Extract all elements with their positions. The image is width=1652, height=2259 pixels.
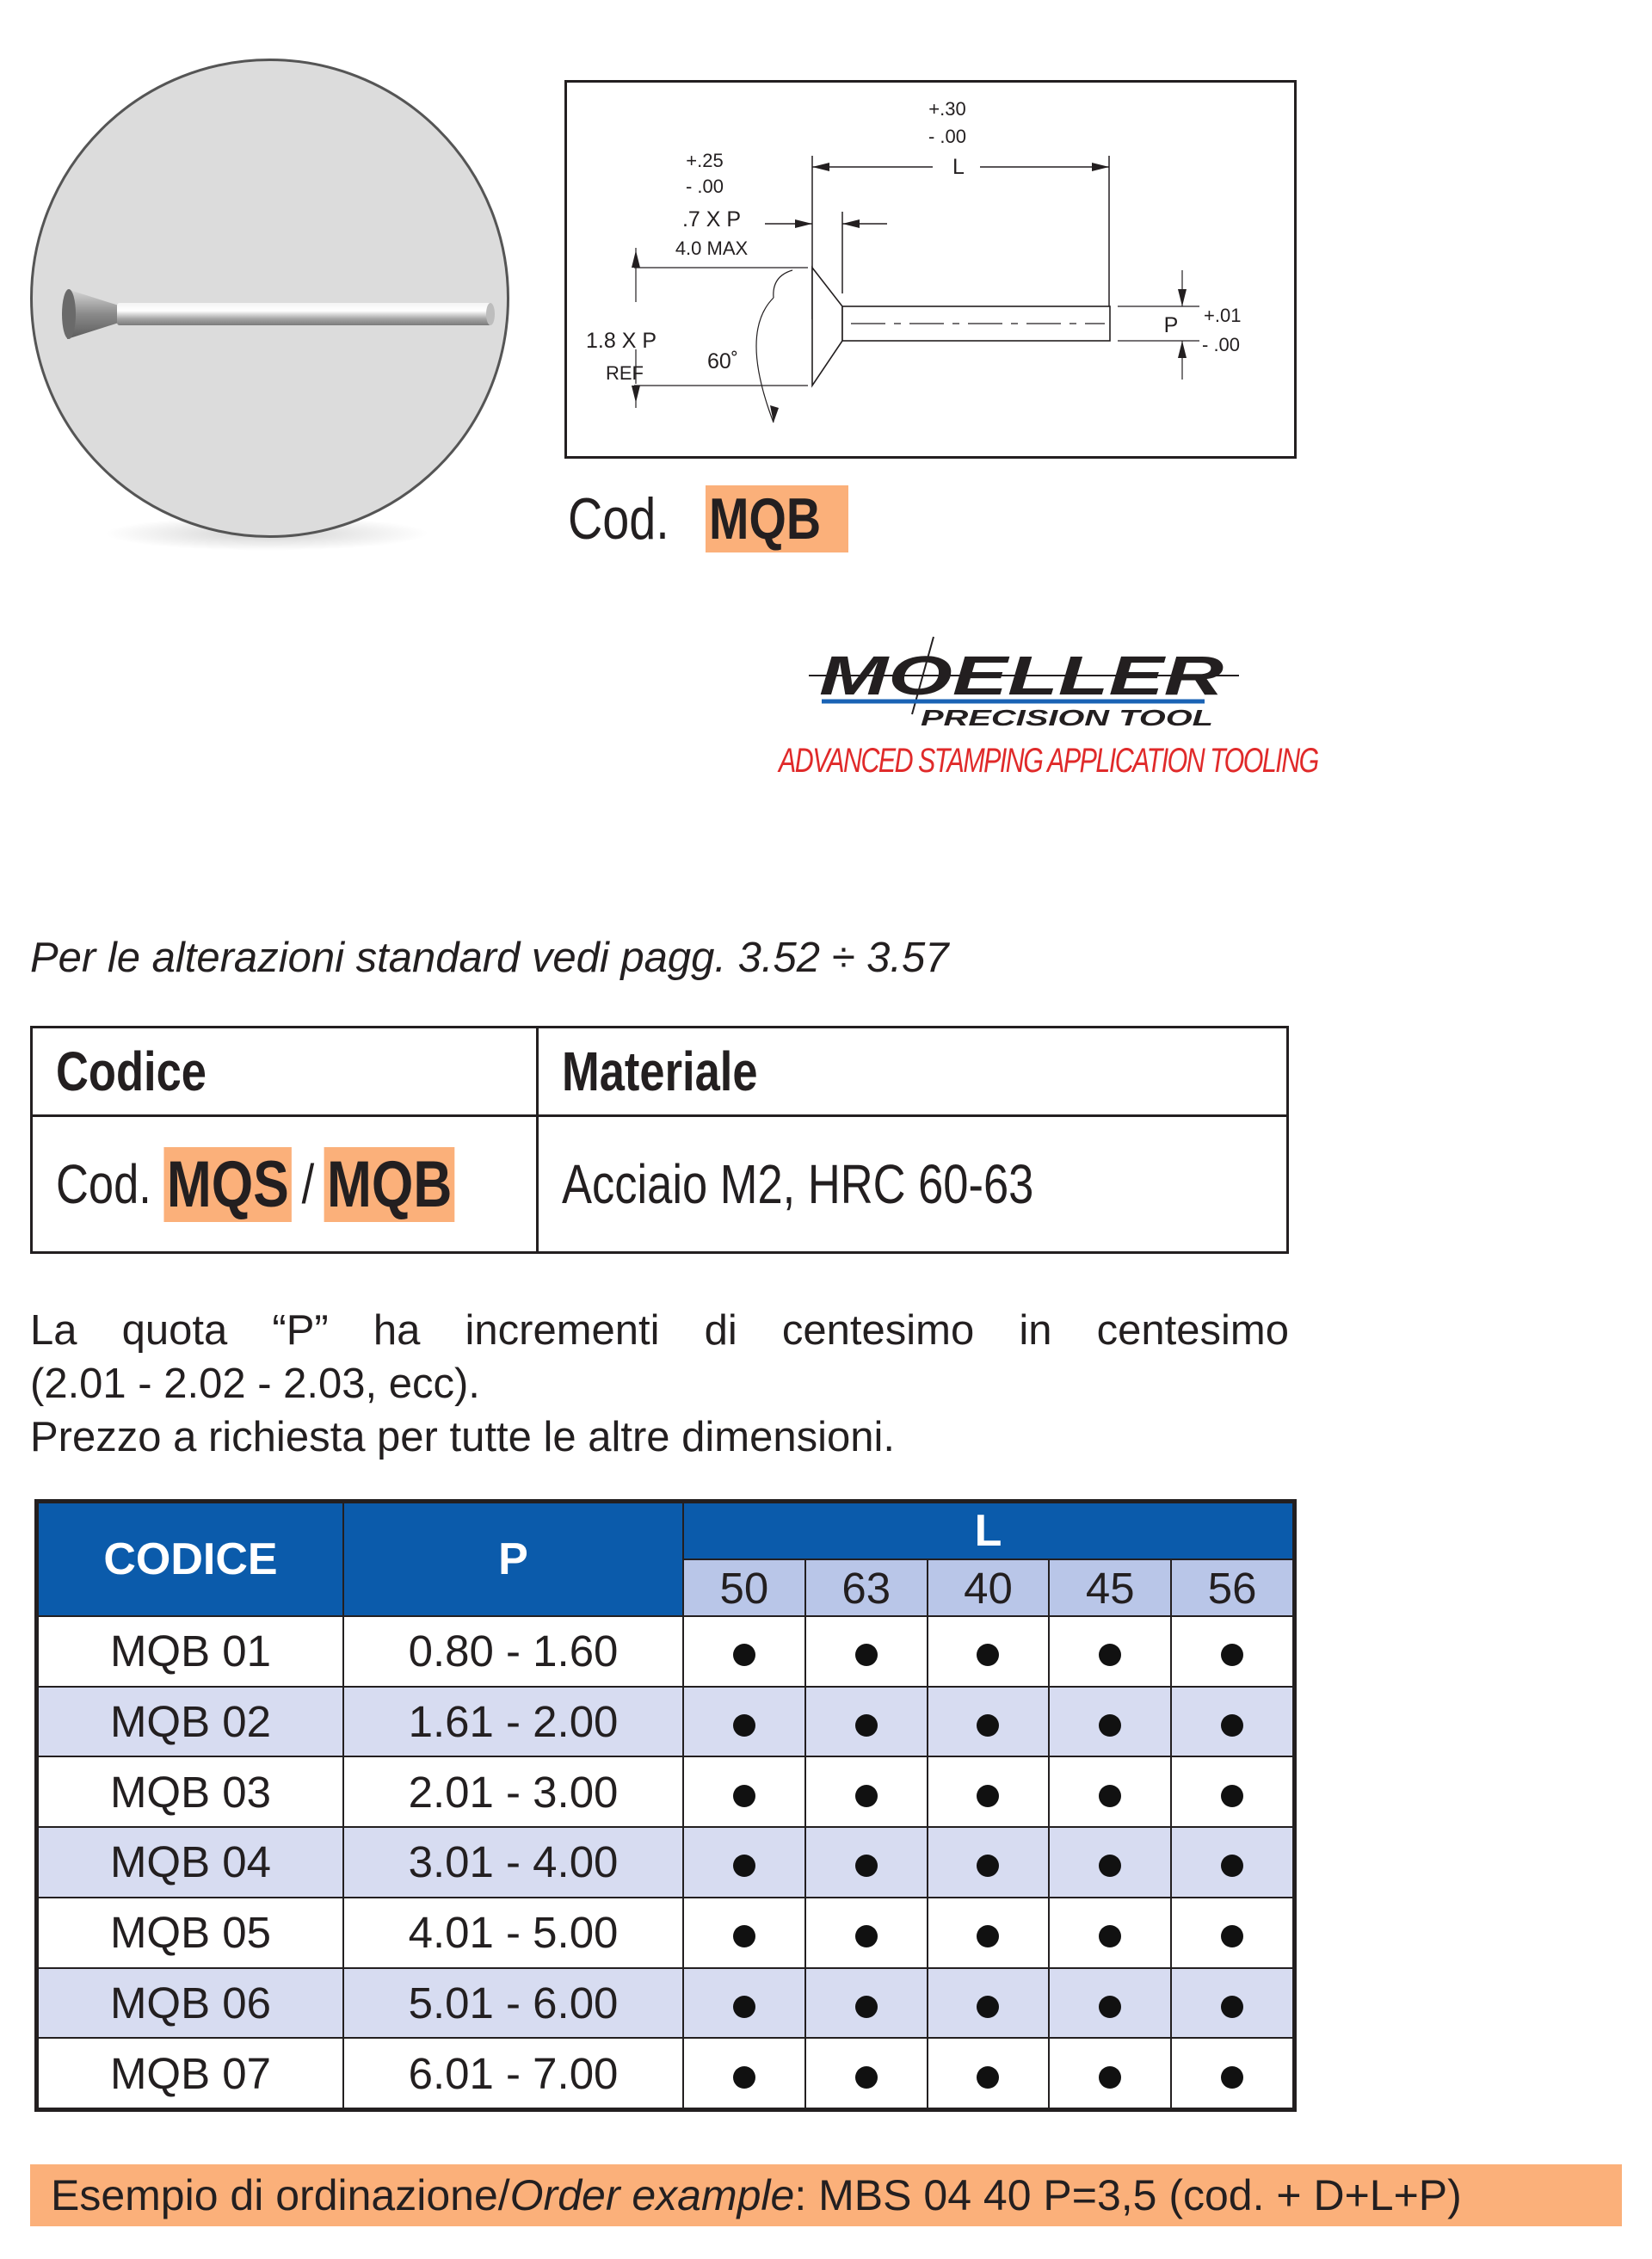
availability-cell xyxy=(1049,1898,1171,1968)
available-dot-icon xyxy=(977,1996,999,2018)
available-dot-icon xyxy=(1221,1855,1243,1877)
table-row xyxy=(38,2038,1293,2108)
availability-cell xyxy=(1049,1827,1171,1898)
available-dot-icon xyxy=(1221,1714,1243,1737)
tol-head-minus: - .00 xyxy=(685,176,724,197)
header-materiale: Materiale xyxy=(562,1040,758,1102)
logo-sub: PRECISION TOOL xyxy=(921,705,1213,731)
available-dot-icon xyxy=(733,1855,755,1877)
dia-ref: REF xyxy=(606,362,644,384)
description xyxy=(30,1304,1289,1464)
available-dot-icon xyxy=(855,1644,878,1666)
cod-prefix: Cod. xyxy=(568,485,669,552)
tol-p-minus: - .00 xyxy=(1202,334,1241,355)
available-dot-icon xyxy=(1221,1925,1243,1947)
available-dot-icon xyxy=(733,2066,755,2089)
available-dot-icon xyxy=(1099,1714,1121,1737)
availability-cell xyxy=(1171,1968,1293,2039)
available-dot-icon xyxy=(977,1644,999,1666)
availability-cell xyxy=(805,1968,928,2039)
availability-cell xyxy=(928,1756,1050,1827)
available-dot-icon xyxy=(855,1996,878,2018)
available-dot-icon xyxy=(977,1855,999,1877)
l-value-56: 56 xyxy=(1171,1559,1293,1616)
description-line-1: La quota “P” ha incrementi di centesimo in centesimo xyxy=(30,1307,1289,1354)
available-dot-icon xyxy=(733,1996,755,2018)
tol-head-plus: +.25 xyxy=(686,150,724,171)
material-table-row xyxy=(33,1117,1286,1251)
dia-formula: 1.8 X P xyxy=(586,329,656,353)
availability-cell xyxy=(1171,1827,1293,1898)
table-row xyxy=(38,1898,1293,1968)
availability-cell xyxy=(928,1898,1050,1968)
col-header-p: P xyxy=(343,1503,683,1616)
available-dot-icon xyxy=(1221,2066,1243,2089)
availability-cell xyxy=(683,1687,805,1757)
row-code: MQB 04 xyxy=(38,1827,343,1898)
angle-label: 60˚ xyxy=(707,349,739,373)
availability-cell xyxy=(1171,1616,1293,1687)
availability-cell xyxy=(805,1827,928,1898)
punch-pin-image xyxy=(33,61,509,538)
cod-prefix: Cod. xyxy=(56,1153,151,1215)
available-dot-icon xyxy=(1221,1785,1243,1807)
tol-p-plus: +.01 xyxy=(1204,305,1242,326)
row-p-range: 1.61 - 2.00 xyxy=(343,1687,683,1757)
available-dot-icon xyxy=(855,1855,878,1877)
row-code: MQB 05 xyxy=(38,1898,343,1968)
availability-cell xyxy=(1171,1687,1293,1757)
row-p-range: 0.80 - 1.60 xyxy=(343,1616,683,1687)
l-value-40: 40 xyxy=(928,1559,1050,1616)
available-dot-icon xyxy=(733,1714,755,1737)
material-value: Acciaio M2, HRC 60-63 xyxy=(562,1153,1034,1215)
availability-cell xyxy=(805,1687,928,1757)
availability-cell xyxy=(928,1616,1050,1687)
availability-cell xyxy=(928,1687,1050,1757)
availability-cell xyxy=(805,1616,928,1687)
material-codes xyxy=(33,1117,539,1251)
available-dot-icon xyxy=(1099,2066,1121,2089)
availability-cell xyxy=(683,1968,805,2039)
availability-cell xyxy=(1049,2038,1171,2108)
availability-cell xyxy=(1049,1756,1171,1827)
row-p-range: 6.01 - 7.00 xyxy=(343,2038,683,2108)
available-dot-icon xyxy=(855,1925,878,1947)
tol-l-minus: - .00 xyxy=(928,126,967,147)
row-code: MQB 06 xyxy=(38,1968,343,2039)
availability-cell xyxy=(1171,1756,1293,1827)
available-dot-icon xyxy=(1099,1644,1121,1666)
available-dot-icon xyxy=(855,2066,878,2089)
availability-cell xyxy=(1171,2038,1293,2108)
available-dot-icon xyxy=(977,1785,999,1807)
material-table xyxy=(30,1026,1289,1254)
available-dot-icon xyxy=(1099,1996,1121,2018)
product-code-label xyxy=(568,478,848,559)
table-row xyxy=(38,1827,1293,1898)
row-code: MQB 02 xyxy=(38,1687,343,1757)
label-l: L xyxy=(952,155,965,179)
available-dot-icon xyxy=(733,1785,755,1807)
table-row xyxy=(38,1616,1293,1687)
logo-tagline: ADVANCED STAMPING APPLICATION TOOLING xyxy=(779,742,1318,780)
l-value-63: 63 xyxy=(805,1559,928,1616)
row-code: MQB 07 xyxy=(38,2038,343,2108)
logo-brand: MOELLER xyxy=(819,645,1224,707)
row-p-range: 4.01 - 5.00 xyxy=(343,1898,683,1968)
head-max: 4.0 MAX xyxy=(675,238,749,259)
availability-cell xyxy=(683,2038,805,2108)
available-dot-icon xyxy=(1099,1925,1121,1947)
available-dot-icon xyxy=(1221,1644,1243,1666)
description-line-3: Prezzo a richiesta per tutte le altre dimensioni. xyxy=(30,1414,895,1460)
row-p-range: 5.01 - 6.00 xyxy=(343,1968,683,2039)
col-header-l: L xyxy=(683,1503,1293,1559)
code-mqs: MQS xyxy=(164,1147,293,1222)
row-code: MQB 03 xyxy=(38,1756,343,1827)
table-row xyxy=(38,1687,1293,1757)
row-code: MQB 01 xyxy=(38,1616,343,1687)
col-header-codice: CODICE xyxy=(38,1503,343,1616)
l-value-45: 45 xyxy=(1049,1559,1171,1616)
availability-cell xyxy=(683,1616,805,1687)
material-table-header xyxy=(33,1028,1286,1117)
available-dot-icon xyxy=(1221,1996,1243,2018)
available-dot-icon xyxy=(733,1644,755,1666)
order-example-it: Esempio di ordinazione/ xyxy=(51,2171,510,2219)
description-line-2: (2.01 - 2.02 - 2.03, ecc). xyxy=(30,1361,480,1407)
product-code: MQB xyxy=(706,485,849,552)
availability-cell xyxy=(805,1756,928,1827)
availability-cell xyxy=(928,2038,1050,2108)
availability-cell xyxy=(1049,1616,1171,1687)
size-table xyxy=(34,1499,1297,2112)
tol-l-plus: +.30 xyxy=(928,98,966,120)
label-p: P xyxy=(1163,313,1179,337)
available-dot-icon xyxy=(977,2066,999,2089)
available-dot-icon xyxy=(977,1714,999,1737)
availability-cell xyxy=(928,1827,1050,1898)
code-mqb: MQB xyxy=(324,1147,455,1222)
availability-cell xyxy=(683,1898,805,1968)
availability-cell xyxy=(683,1827,805,1898)
table-row xyxy=(38,1968,1293,2039)
available-dot-icon xyxy=(1099,1855,1121,1877)
availability-cell xyxy=(805,1898,928,1968)
available-dot-icon xyxy=(855,1785,878,1807)
order-example-en: Order example xyxy=(509,2171,795,2219)
availability-cell xyxy=(805,2038,928,2108)
availability-cell xyxy=(1049,1968,1171,2039)
row-p-range: 3.01 - 4.00 xyxy=(343,1827,683,1898)
availability-cell xyxy=(683,1756,805,1827)
order-example xyxy=(30,2164,1622,2226)
row-p-range: 2.01 - 3.00 xyxy=(343,1756,683,1827)
table-row xyxy=(38,1756,1293,1827)
availability-cell xyxy=(1049,1687,1171,1757)
available-dot-icon xyxy=(855,1714,878,1737)
order-example-value: : MBS 04 40 P=3,5 (cod. + D+L+P) xyxy=(794,2171,1462,2219)
header-codice: Codice xyxy=(33,1028,539,1114)
standard-alterations-note: Per le alterazioni standard vedi pagg. 3.52 ÷ 3.57 xyxy=(30,935,949,981)
head-formula: .7 X P xyxy=(681,207,742,231)
available-dot-icon xyxy=(1099,1785,1121,1807)
availability-cell xyxy=(1171,1898,1293,1968)
available-dot-icon xyxy=(977,1925,999,1947)
technical-drawing xyxy=(564,80,1297,459)
code-separator: / xyxy=(301,1153,315,1215)
availability-cell xyxy=(928,1968,1050,2039)
l-value-50: 50 xyxy=(683,1559,805,1616)
product-photo xyxy=(30,59,509,538)
available-dot-icon xyxy=(733,1925,755,1947)
